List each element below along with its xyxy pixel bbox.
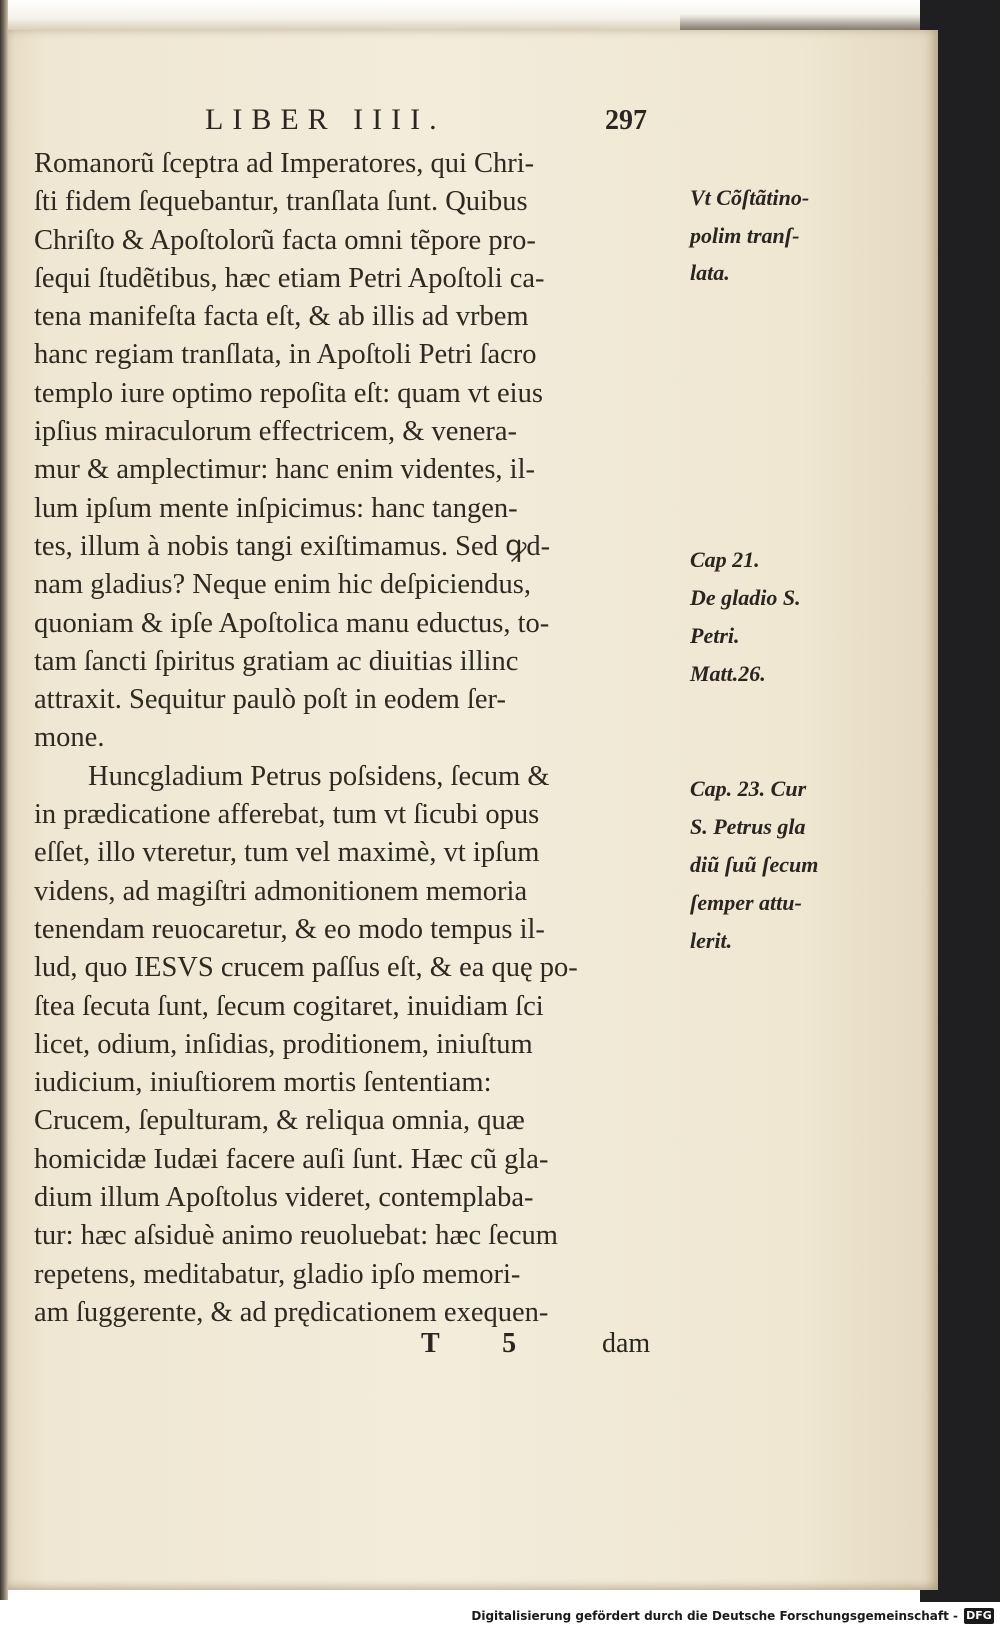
text-line: tur: hæc aſsiduè animo reuoluebat: hæc ſecum xyxy=(34,1220,558,1252)
text-line: licet, odium, inſidias, proditionem, iniuſtum xyxy=(34,1028,533,1060)
margin-note: lerit. xyxy=(690,928,733,953)
text-line: mone. xyxy=(34,722,105,754)
page-number: 297 xyxy=(605,105,647,136)
margin-note: Cap 21. xyxy=(690,547,760,572)
margin-note: Cap. 23. Cur xyxy=(690,776,807,801)
credit-text: Digitalisierung gefördert durch die Deutsche Forschungsgemeinschaft - xyxy=(471,1609,958,1623)
margin-note: De gladio S. xyxy=(690,585,801,610)
catchword: dam xyxy=(602,1328,651,1359)
running-head xyxy=(0,103,1000,143)
text-line: repetens, meditabatur, gladio ipſo memori- xyxy=(34,1258,521,1290)
text-line: ſequi ſtudẽtibus, hæc etiam Petri Apoſtoli ca- xyxy=(34,262,545,294)
text-line: nam gladius? Neque enim hic deſpiciendus, xyxy=(34,569,532,601)
text-line: homicidæ Iudæi facere auſi ſunt. Hæc cũ gla- xyxy=(34,1143,549,1175)
text-line: eſſet, illo vteretur, tum vel maximè, vt ipſum xyxy=(34,837,540,869)
signature-mark: T 5 xyxy=(421,1328,545,1359)
text-line: hanc regiam tranſlata, in Apoſtoli Petri ſacro xyxy=(34,339,537,371)
text-line: ipſius miraculorum effectricem, & venera- xyxy=(34,416,517,448)
margin-note: lata. xyxy=(690,260,730,285)
text-line: Huncgladium Petrus poſsidens, ſecum & xyxy=(88,760,550,792)
text-line: tam ſancti ſpiritus gratiam ac diuitias illinc xyxy=(34,645,519,677)
text-line: in prædicatione afferebat, tum vt ſicubi opus xyxy=(34,799,540,831)
text-line: am ſuggerente, & ad prędicationem exequen- xyxy=(34,1296,549,1328)
page-footer xyxy=(0,1328,1000,1368)
text-line: dium illum Apoſtolus videret, contemplaba- xyxy=(34,1182,534,1214)
margin-note: diũ ſuũ ſecum xyxy=(690,852,819,877)
margin-note: Petri. xyxy=(690,623,740,648)
text-line: ſti fidem ſequebantur, tranſlata ſunt. Quibus xyxy=(34,186,528,218)
text-line: iudicium, iniuſtiorem mortis ſententiam: xyxy=(34,1067,492,1099)
credit-bar xyxy=(0,1602,1000,1632)
margin-note: ſemper attu- xyxy=(690,890,802,915)
text-line: lud, quo IESVS crucem paſſus eſt, & ea quę po- xyxy=(34,952,578,984)
text-line: Romanorũ ſceptra ad Imperatores, qui Chri- xyxy=(34,148,535,179)
text-line: tenendam reuocaretur, & eo modo tempus il- xyxy=(34,913,545,945)
text-line: mur & amplectimur: hanc enim videntes, il- xyxy=(34,454,535,486)
text-line: quoniam & ipſe Apoſtolica manu eductus, to- xyxy=(34,607,550,639)
text-line: templo iure optimo repoſita eſt: quam vt eius xyxy=(34,377,543,409)
text-line: attraxit. Sequitur paulò poſt in eodem ſer- xyxy=(34,684,506,716)
margin-note: polim tranſ- xyxy=(690,223,800,248)
text-line: tes, illum à nobis tangi exiſtimamus. Sed ꝙd- xyxy=(34,530,551,562)
main-text xyxy=(34,145,694,1332)
margin-note: S. Petrus gla xyxy=(690,814,806,839)
margin-note: Vt Cõſtãtino- xyxy=(690,185,810,210)
text-line: Crucem, ſepulturam, & reliqua omnia, quæ xyxy=(34,1105,525,1137)
text-line: ſtea ſecuta ſunt, ſecum cogitaret, inuidiam ſci xyxy=(34,990,544,1022)
text-line: Chriſto & Apoſtolorũ facta omni tẽpore pro- xyxy=(34,224,536,256)
text-line: videns, ad magiſtri admonitionem memoria xyxy=(34,875,528,907)
running-head-title: LIBER IIII. xyxy=(205,103,446,136)
dfg-logo-icon: DFG xyxy=(964,1608,994,1624)
text-line: lum ipſum mente inſpicimus: hanc tangen- xyxy=(34,492,518,524)
margin-note: Matt.26. xyxy=(690,661,766,686)
text-line: tena manifeſta facta eſt, & ab illis ad vrbem xyxy=(34,301,529,333)
